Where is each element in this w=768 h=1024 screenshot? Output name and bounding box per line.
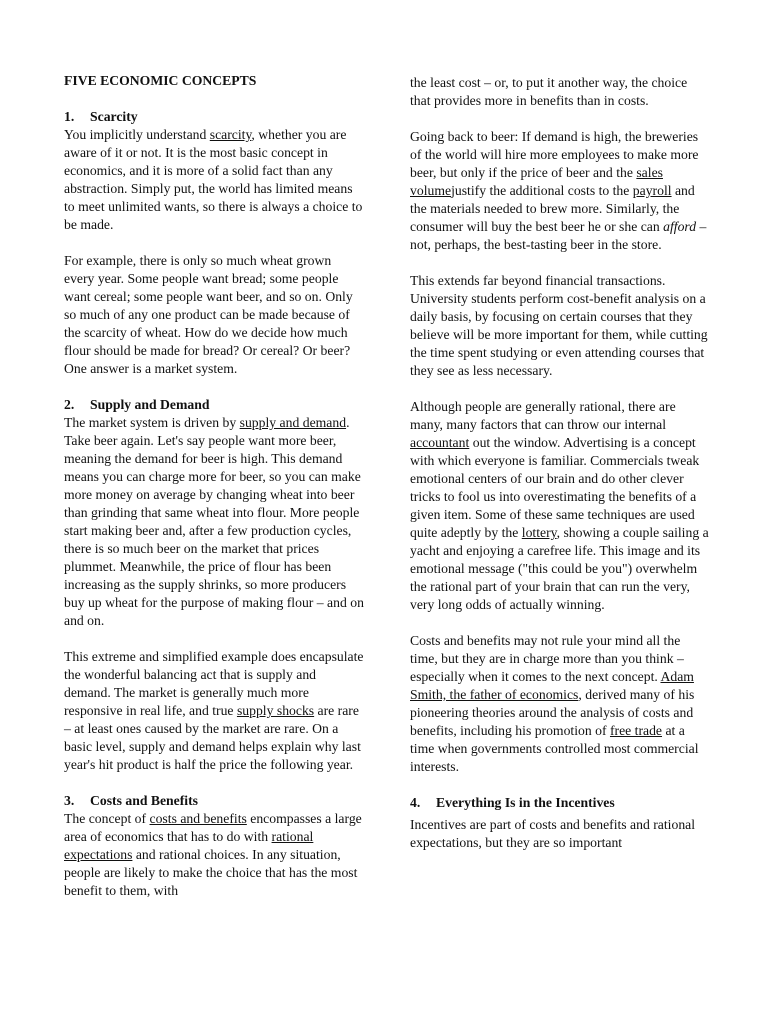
link-costs-and-benefits[interactable]: costs and benefits [149, 811, 247, 826]
link-supply-and-demand[interactable]: supply and demand [239, 415, 347, 430]
link-free-trade[interactable]: free trade [609, 723, 663, 738]
section-heading-supply-demand: 2. Supply and Demand [64, 397, 210, 412]
link-scarcity[interactable]: scarcity [209, 127, 252, 142]
paragraph-costs-benefits: The concept of costs and benefits encompasses a large area of economics that has to do with rational expectations and rational choices. In any situation, people are likely to make the choice that has the most benefit to them, with [64, 811, 362, 898]
paragraph-adam-smith: Costs and benefits may not rule your mind all the time, but they are in charge more than you think – especially when it comes to the next concept. Adam Smith, the father of economics, derived many of his pioneering theories around the analysis of costs and benefits, including his promotion of free trade at a time when governments controlled most commercial interests. [410, 633, 699, 774]
link-accountant[interactable]: accountant [410, 435, 470, 450]
emphasis-afford: afford [663, 219, 697, 234]
section-heading-costs-benefits: 3. Costs and Benefits [64, 793, 198, 808]
paragraph-wheat-example: For example, there is only so much wheat grown every year. Some people want bread; some people want cereal; some people want beer, and so on. Only so much of any one product can be made because of the scarcity of wheat. How do we decide how much flour should be made for bread? Or cereal? Or beer? One answer is a market system. [64, 253, 353, 376]
link-adam-smith[interactable]: Adam Smith, the father of economics [410, 669, 694, 702]
paragraph-advertising: Although people are generally rational, there are many, many factors that can throw our internal accountant out the window. Advertising is a concept with which everyone is familiar. Commercials tweak emotional centers of our brain and do other clever tricks to fool us into overestimating the benefits of a given item. Some of these same techniques are used quite adeptly by the lottery, showing a couple sailing a yacht and enjoying a carefree life. This image and its emotional message ("this could be you") overwhelm the rational part of your brain that can run the very, very long odds of actually winning. [410, 399, 709, 612]
link-volume[interactable]: volume [410, 183, 452, 198]
section-heading-incentives: 4. Everything Is in the Incentives [410, 795, 615, 810]
link-lottery[interactable]: lottery [521, 525, 557, 540]
link-supply-shocks[interactable]: supply shocks [236, 703, 315, 718]
link-rational-expectations[interactable]: rational expectations [64, 829, 314, 862]
paragraph-supply-demand: The market system is driven by supply and demand. Take beer again. Let's say people want more beer, meaning the demand for beer is high. This demand means you can charge more for beer, so you can make more money on average by changing wheat into beer than grinding that same wheat into flour. More people start making beer and, after a few production cycles, there is so much beer on the market that prices plummet. Meanwhile, the price of flour has been increasing as the supply shrinks, so more producers buy up wheat for the purpose of making flour – and on and on. [64, 415, 364, 628]
link-payroll[interactable]: payroll [632, 183, 672, 198]
paragraph-incentives: Incentives are part of costs and benefits and rational expectations, but they are so important [410, 817, 696, 850]
paragraph-scarcity-intro: You implicitly understand scarcity, whether you are aware of it or not. It is the most basic concept in economics, and it is more of a solid fact than any abstraction. Simply put, the world has limited means to meet unlimited wants, so there is always a choice to be made. [64, 127, 363, 232]
link-sales[interactable]: sales [636, 165, 663, 180]
left-column [64, 72, 364, 918]
paragraph-least-cost: the least cost – or, to put it another way, the choice that provides more in benefits than in costs. [410, 75, 688, 108]
paragraph-financial-transactions: This extends far beyond financial transactions. University students perform cost-benefit analysis on a daily basis, by focusing on certain courses that they believe will be more important for them, while cutting the time spent studying or even attending courses that they see as less necessary. [410, 273, 708, 378]
paragraph-beer-breweries: Going back to beer: If demand is high, the breweries of the world will hire more employees to make more beer, but only if the price of beer and the sales volumejustify the additional costs to the payroll and the materials needed to brew more. Similarly, the consumer will buy the best beer he or she can afford – not, perhaps, the best-tasting beer in the store. [410, 129, 707, 252]
paragraph-balancing-act: This extreme and simplified example does encapsulate the wonderful balancing act that is supply and demand. The market is generally much more responsive in real life, and true supply shocks are rare – at least ones caused by the market are rare. On a basic level, supply and demand helps explain why last year's hit product is half the price the following year. [64, 649, 364, 772]
document-title: FIVE ECONOMIC CONCEPTS [64, 73, 257, 88]
section-heading-scarcity: 1. Scarcity [64, 109, 138, 124]
right-column [410, 74, 710, 870]
